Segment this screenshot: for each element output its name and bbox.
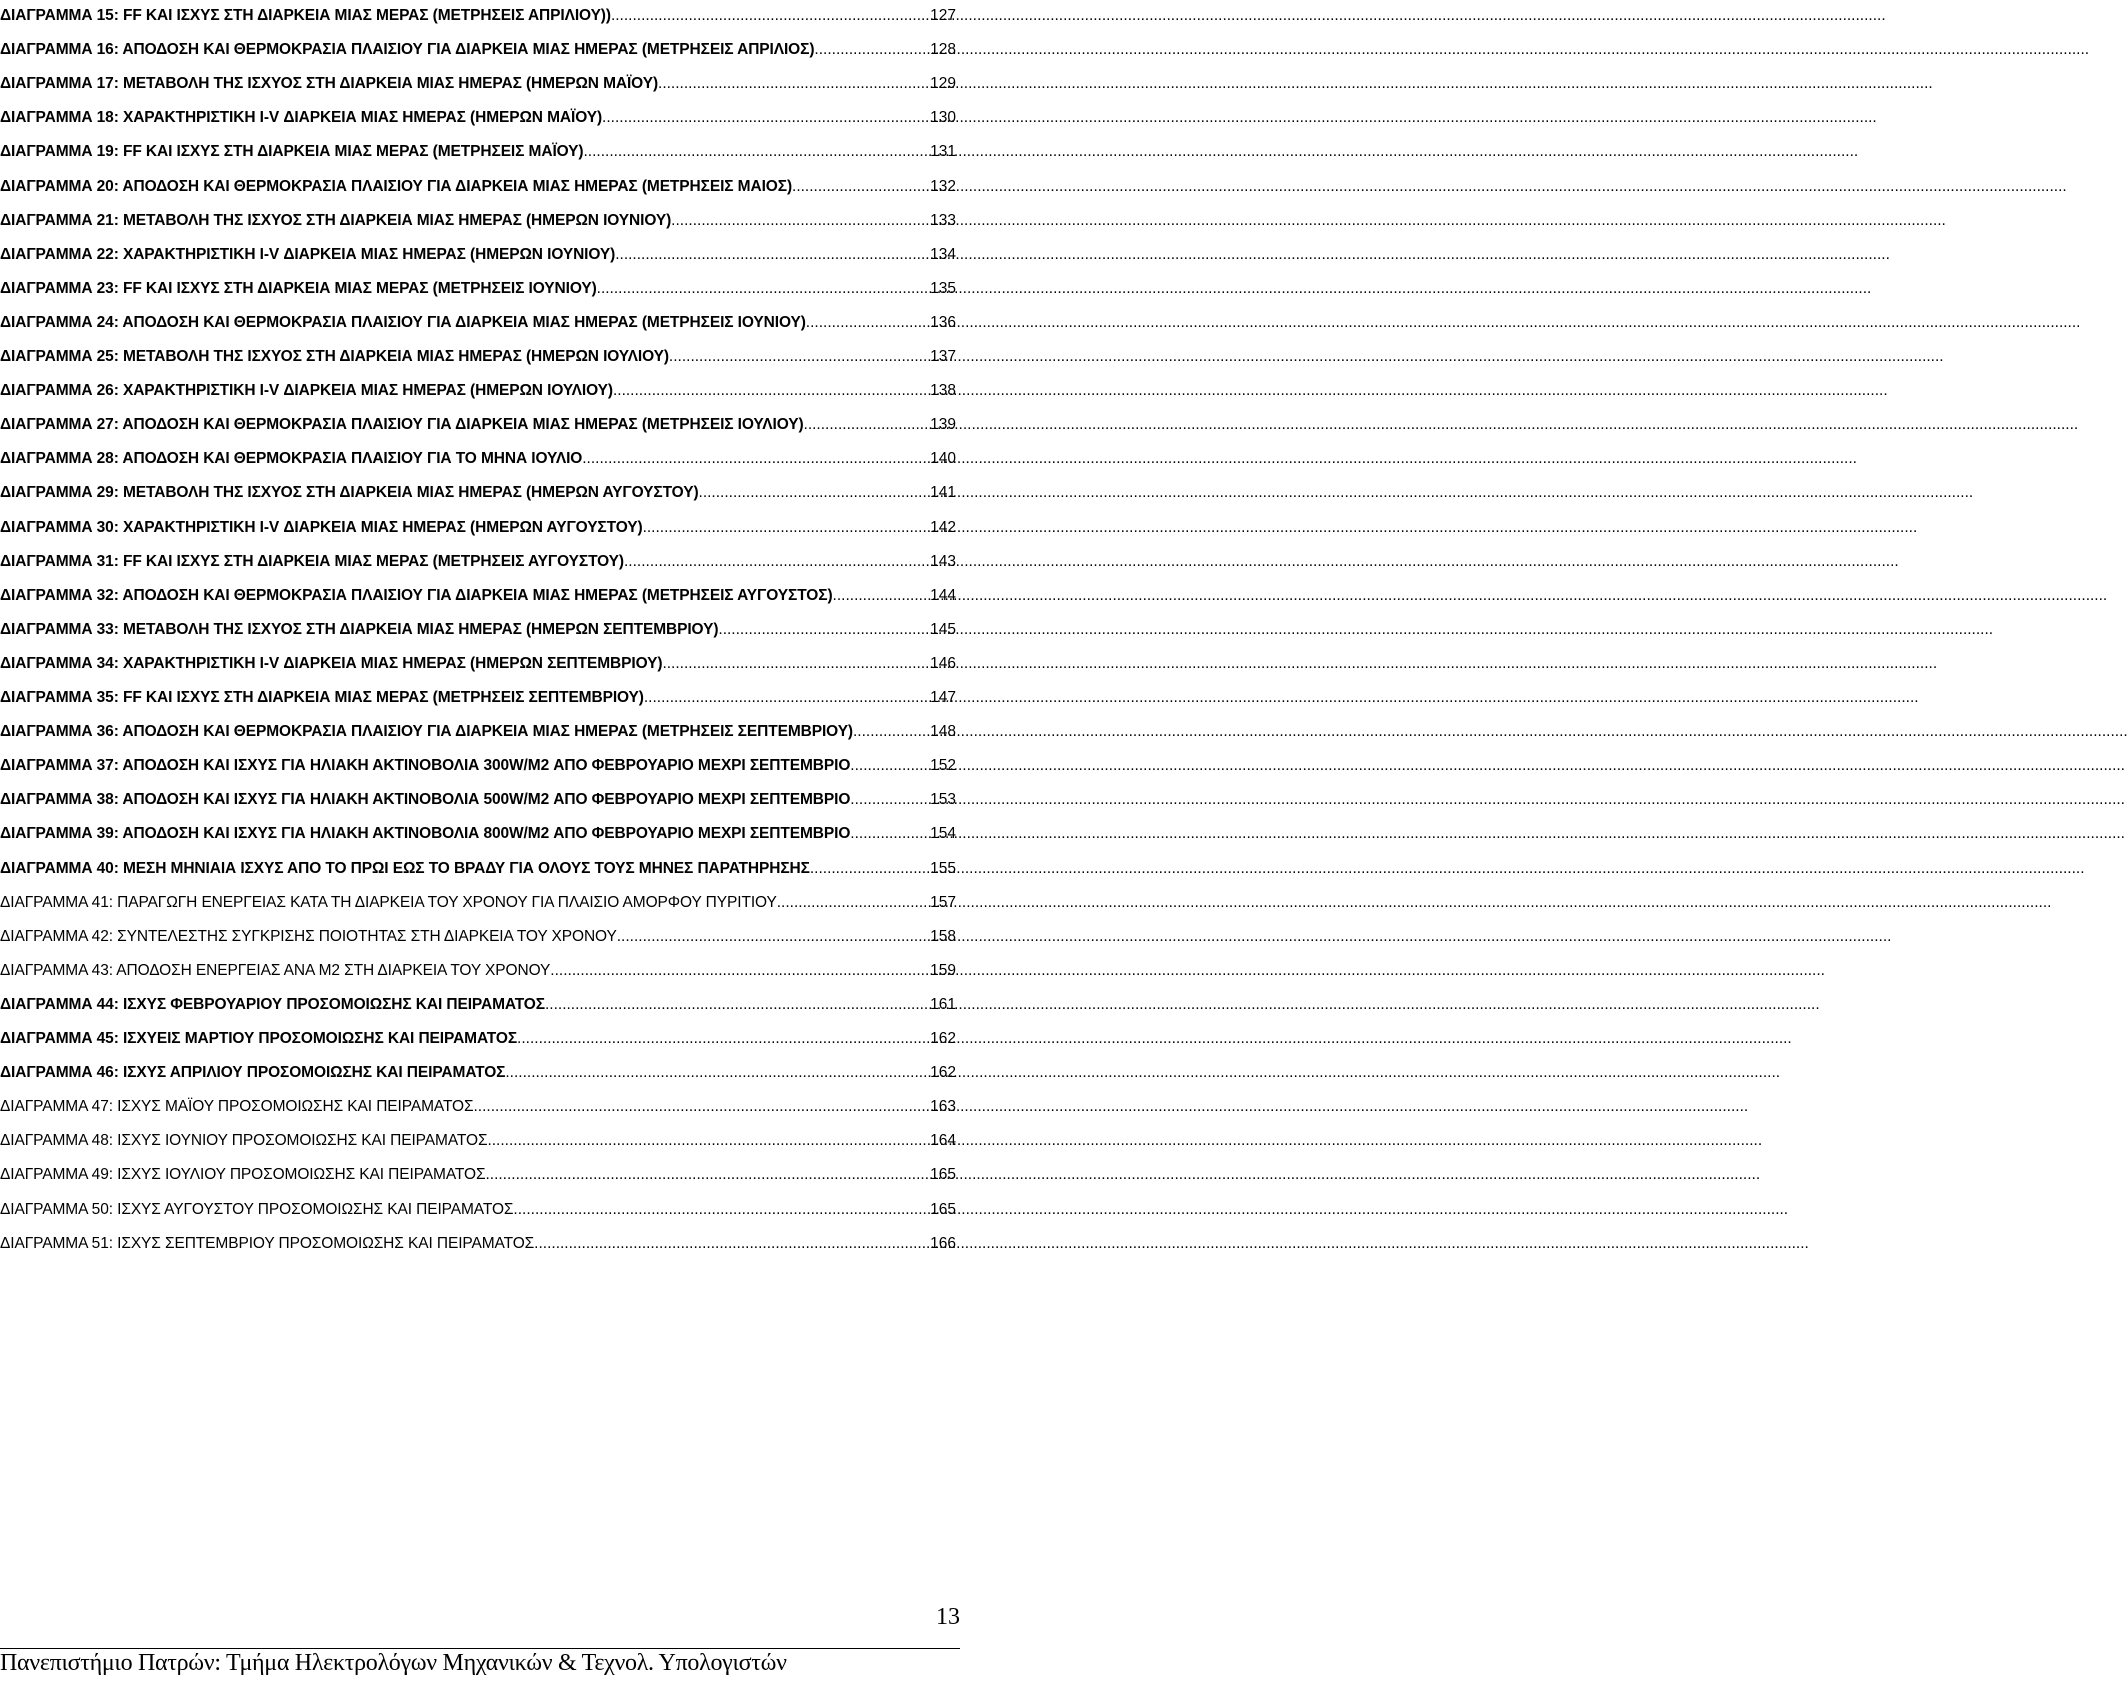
toc-entry[interactable] xyxy=(0,614,956,640)
toc-entry-page: 164 xyxy=(930,1132,956,1150)
toc-dot-leader xyxy=(643,518,930,538)
toc-entry[interactable] xyxy=(0,205,956,231)
toc-entry[interactable] xyxy=(0,887,956,913)
toc-dot-leader xyxy=(644,688,929,708)
toc-entry-label: ΔΙΑΓΡΑΜΜΑ 46: ΙΣΧΥΣ ΑΠΡΙΛΙΟΥ ΠΡΟΣΟΜΟΙΩΣΗΣ ΚΑΙ ΠΕΙΡΑΜΑΤΟΣ xyxy=(0,1064,506,1082)
toc-entry[interactable] xyxy=(0,171,956,197)
toc-entry-page: 157 xyxy=(930,893,956,911)
toc-entry-page: 165 xyxy=(930,1166,956,1184)
toc-entry[interactable] xyxy=(0,1228,956,1254)
toc-entry-label: ΔΙΑΓΡΑΜΜΑ 28: ΑΠΟΔΟΣΗ ΚΑΙ ΘΕΡΜΟΚΡΑΣΙΑ ΠΛΑΙΣΙΟΥ ΓΙΑ ΤΟ ΜΗΝΑ ΙΟΥΛΙΟ xyxy=(0,450,583,468)
toc-entry-page: 134 xyxy=(930,245,956,263)
toc-entry-page: 158 xyxy=(930,927,956,945)
toc-entry[interactable] xyxy=(0,512,956,538)
toc-entry-label: ΔΙΑΓΡΑΜΜΑ 17: ΜΕΤΑΒΟΛΗ ΤΗΣ ΙΣΧΥΟΣ ΣΤΗ ΔΙΑΡΚΕΙΑ ΜΙΑΣ ΗΜΕΡΑΣ (ΗΜΕΡΩΝ ΜΑΪΟΥ) xyxy=(0,75,659,93)
footer-university-text: Πανεπιστήμιο Πατρών: Τμήμα Ηλεκτρολόγων Μηχανικών & Τεχνολ. Υπολογιστών xyxy=(0,1650,787,1676)
toc-entry-page: 128 xyxy=(930,41,956,59)
toc-entry[interactable] xyxy=(0,853,956,879)
toc-entry-label: ΔΙΑΓΡΑΜΜΑ 22: ΧΑΡΑΚΤΗΡΙΣΤΙΚΗ I-V ΔΙΑΡΚΕΙΑ ΜΙΑΣ ΗΜΕΡΑΣ (ΗΜΕΡΩΝ ΙΟΥΝΙΟΥ) xyxy=(0,245,616,263)
toc-entry-label: ΔΙΑΓΡΑΜΜΑ 49: ΙΣΧΥΣ ΙΟΥΛΙΟΥ ΠΡΟΣΟΜΟΙΩΣΗΣ ΚΑΙ ΠΕΙΡΑΜΑΤΟΣ xyxy=(0,1166,486,1184)
toc-dot-leader xyxy=(545,995,929,1015)
toc-entry-label: ΔΙΑΓΡΑΜΜΑ 29: ΜΕΤΑΒΟΛΗ ΤΗΣ ΙΣΧΥΟΣ ΣΤΗ ΔΙΑΡΚΕΙΑ ΜΙΑΣ ΗΜΕΡΑΣ (ΗΜΕΡΩΝ ΑΥΓΟΥΣΤΟΥ) xyxy=(0,484,699,502)
toc-entry[interactable] xyxy=(0,136,956,162)
toc-dot-leader xyxy=(850,824,929,844)
toc-entry[interactable] xyxy=(0,716,956,742)
toc-entry[interactable] xyxy=(0,1057,956,1083)
toc-entry-page: 133 xyxy=(930,211,956,229)
toc-entry-page: 130 xyxy=(930,109,956,127)
toc-entry-page: 155 xyxy=(930,859,956,877)
toc-entry-page: 162 xyxy=(930,1064,956,1082)
toc-entry-page: 147 xyxy=(930,689,956,706)
toc-dot-leader xyxy=(534,1234,929,1254)
toc-dot-leader xyxy=(487,1131,929,1151)
toc-entry[interactable] xyxy=(0,341,956,367)
toc-entry-label: ΔΙΑΓΡΑΜΜΑ 15: FF ΚΑΙ ΙΣΧΥΣ ΣΤΗ ΔΙΑΡΚΕΙΑ ΜΙΑΣ ΜΕΡΑΣ (ΜΕΤΡΗΣΕΙΣ ΑΠΡΙΛΙΟΥ)) xyxy=(0,7,611,24)
toc-entry[interactable] xyxy=(0,102,956,128)
toc-entry-label: ΔΙΑΓΡΑΜΜΑ 36: ΑΠΟΔΟΣΗ ΚΑΙ ΘΕΡΜΟΚΡΑΣΙΑ ΠΛΑΙΣΙΟΥ ΓΙΑ ΔΙΑΡΚΕΙΑ ΜΙΑΣ ΗΜΕΡΑΣ (ΜΕΤΡΗΣΕΙΣ ΣΕΠΤΕΜΒΡΙΟΥ) xyxy=(0,723,853,741)
toc-entry-page: 148 xyxy=(930,723,956,741)
toc-dot-leader xyxy=(583,142,929,162)
toc-entry-page: 138 xyxy=(930,382,956,400)
toc-entry-label: ΔΙΑΓΡΑΜΜΑ 47: ΙΣΧΥΣ ΜΑΪΟΥ ΠΡΟΣΟΜΟΙΩΣΗΣ ΚΑΙ ΠΕΙΡΑΜΑΤΟΣ xyxy=(0,1098,474,1116)
toc-dot-leader xyxy=(505,1063,929,1083)
toc-dot-leader xyxy=(806,313,929,333)
toc-entry-label: ΔΙΑΓΡΑΜΜΑ 26: ΧΑΡΑΚΤΗΡΙΣΤΙΚΗ I-V ΔΙΑΡΚΕΙΑ ΜΙΑΣ ΗΜΕΡΑΣ (ΗΜΕΡΩΝ ΙΟΥΛΙΟΥ) xyxy=(0,382,613,400)
toc-entry[interactable] xyxy=(0,682,956,708)
toc-entry-label: ΔΙΑΓΡΑΜΜΑ 35: FF ΚΑΙ ΙΣΧΥΣ ΣΤΗ ΔΙΑΡΚΕΙΑ ΜΙΑΣ ΜΕΡΑΣ (ΜΕΤΡΗΣΕΙΣ ΣΕΠΤΕΜΒΡΙΟΥ) xyxy=(0,689,644,706)
toc-dot-leader xyxy=(624,552,929,572)
toc-entry[interactable] xyxy=(0,375,956,401)
toc-entry-page: 131 xyxy=(930,143,956,161)
toc-dot-leader xyxy=(671,211,929,231)
toc-entry-page: 141 xyxy=(930,484,956,502)
toc-entry[interactable] xyxy=(0,273,956,299)
toc-entry-label: ΔΙΑΓΡΑΜΜΑ 41: ΠΑΡΑΓΩΓΗ ΕΝΕΡΓΕΙΑΣ ΚΑΤΑ ΤΗ ΔΙΑΡΚΕΙΑ ΤΟΥ ΧΡΟΝΟΥ ΓΙΑ ΠΛΑΙΣΙΟ ΑΜΟΡΦΟΥ ΠΥΡΙΤΙΟΥ xyxy=(0,893,777,911)
toc-entry-label: ΔΙΑΓΡΑΜΜΑ 24: ΑΠΟΔΟΣΗ ΚΑΙ ΘΕΡΜΟΚΡΑΣΙΑ ΠΛΑΙΣΙΟΥ ΓΙΑ ΔΙΑΡΚΕΙΑ ΜΙΑΣ ΗΜΕΡΑΣ (ΜΕΤΡΗΣΕΙΣ ΙΟΥΝΙΟΥ) xyxy=(0,313,806,331)
toc-entry-label: ΔΙΑΓΡΑΜΜΑ 20: ΑΠΟΔΟΣΗ ΚΑΙ ΘΕΡΜΟΚΡΑΣΙΑ ΠΛΑΙΣΙΟΥ ΓΙΑ ΔΙΑΡΚΕΙΑ ΜΙΑΣ ΗΜΕΡΑΣ (ΜΕΤΡΗΣΕΙΣ ΜΑΙΟΣ) xyxy=(0,177,793,195)
toc-entry[interactable] xyxy=(0,546,956,572)
toc-entry-page: 137 xyxy=(930,348,956,365)
toc-entry[interactable] xyxy=(0,239,956,265)
toc-entry-page: 139 xyxy=(930,416,956,434)
toc-entry-label: ΔΙΑΓΡΑΜΜΑ 50: ΙΣΧΥΣ ΑΥΓΟΥΣΤΟΥ ΠΡΟΣΟΜΟΙΩΣΗΣ ΚΑΙ ΠΕΙΡΑΜΑΤΟΣ xyxy=(0,1200,514,1218)
toc-entry[interactable] xyxy=(0,648,956,674)
toc-entry[interactable] xyxy=(0,989,956,1015)
toc-entry-page: 161 xyxy=(930,995,956,1013)
toc-dot-leader xyxy=(662,654,929,674)
toc-dot-leader xyxy=(777,893,929,913)
toc-dot-leader xyxy=(718,620,929,640)
toc-entry-label: ΔΙΑΓΡΑΜΜΑ 48: ΙΣΧΥΣ ΙΟΥΝΙΟΥ ΠΡΟΣΟΜΟΙΩΣΗΣ ΚΑΙ ΠΕΙΡΑΜΑΤΟΣ xyxy=(0,1132,488,1150)
toc-dot-leader xyxy=(658,74,929,94)
toc-entry-label: ΔΙΑΓΡΑΜΜΑ 44: ΙΣΧΥΣ ΦΕΒΡΟΥΑΡΙΟΥ ΠΡΟΣΟΜΟΙΩΣΗΣ ΚΑΙ ΠΕΙΡΑΜΑΤΟΣ xyxy=(0,995,545,1013)
toc-entry-page: 146 xyxy=(930,654,956,672)
toc-dot-leader xyxy=(850,756,929,776)
toc-entry[interactable] xyxy=(0,750,956,776)
toc-entry-label: ΔΙΑΓΡΑΜΜΑ 38: ΑΠΟΔΟΣΗ ΚΑΙ ΙΣΧΥΣ ΓΙΑ ΗΛΙΑΚΗ ΑΚΤΙΝΟΒΟΛΙΑ 500W/M2 ΑΠΟ ΦΕΒΡΟΥΑΡΙΟ ΜΕΧΡΙ ΣΕΠΤΕΜΒΡΙΟ xyxy=(0,791,851,809)
toc-entry[interactable] xyxy=(0,443,956,469)
toc-entry-page: 166 xyxy=(930,1234,956,1252)
toc-entry-page: 143 xyxy=(930,552,956,570)
toc-dot-leader xyxy=(474,1097,930,1117)
toc-entry[interactable] xyxy=(0,68,956,94)
toc-entry-page: 165 xyxy=(930,1200,956,1218)
toc-entry-page: 154 xyxy=(930,825,956,843)
toc-dot-leader xyxy=(517,1029,929,1049)
toc-entry-label: ΔΙΑΓΡΑΜΜΑ 43: ΑΠΟΔΟΣΗ ΕΝΕΡΓΕΙΑΣ ΑΝΑ Μ2 ΣΤΗ ΔΙΑΡΚΕΙΑ ΤΟΥ ΧΡΟΝΟΥ xyxy=(0,961,551,979)
toc-entry-label: ΔΙΑΓΡΑΜΜΑ 27: ΑΠΟΔΟΣΗ ΚΑΙ ΘΕΡΜΟΚΡΑΣΙΑ ΠΛΑΙΣΙΟΥ ΓΙΑ ΔΙΑΡΚΕΙΑ ΜΙΑΣ ΗΜΕΡΑΣ (ΜΕΤΡΗΣΕΙΣ ΙΟΥΛΙΟΥ) xyxy=(0,416,804,434)
toc-entry[interactable] xyxy=(0,409,956,435)
toc-entry-label: ΔΙΑΓΡΑΜΜΑ 42: ΣΥΝΤΕΛΕΣΤΗΣ ΣΥΓΚΡΙΣΗΣ ΠΟΙΟΤΗΤΑΣ ΣΤΗ ΔΙΑΡΚΕΙΑ ΤΟΥ ΧΡΟΝΟΥ xyxy=(0,927,617,945)
toc-entry[interactable] xyxy=(0,818,956,844)
toc-dot-leader xyxy=(853,722,929,742)
toc-dot-leader xyxy=(597,279,929,299)
toc-entry-label: ΔΙΑΓΡΑΜΜΑ 51: ΙΣΧΥΣ ΣΕΠΤΕΜΒΡΙΟΥ ΠΡΟΣΟΜΟΙΩΣΗΣ ΚΑΙ ΠΕΙΡΑΜΑΤΟΣ xyxy=(0,1234,535,1252)
toc-entry-page: 127 xyxy=(930,7,956,24)
toc-entry-page: 159 xyxy=(930,961,956,979)
toc-dot-leader xyxy=(792,177,929,197)
toc-dot-leader xyxy=(833,586,930,606)
toc-dot-leader xyxy=(611,6,929,26)
toc-entry-label: ΔΙΑΓΡΑΜΜΑ 33: ΜΕΤΑΒΟΛΗ ΤΗΣ ΙΣΧΥΟΣ ΣΤΗ ΔΙΑΡΚΕΙΑ ΜΙΑΣ ΗΜΕΡΑΣ (ΗΜΕΡΩΝ ΣΕΠΤΕΜΒΡΙΟΥ) xyxy=(0,620,719,638)
toc-entry[interactable] xyxy=(0,307,956,333)
toc-entry-page: 135 xyxy=(930,279,956,297)
toc-entry-page: 152 xyxy=(930,757,956,775)
toc-entry[interactable] xyxy=(0,1023,956,1049)
toc-entry[interactable] xyxy=(0,34,956,60)
toc-entry-label: ΔΙΑΓΡΑΜΜΑ 31: FF ΚΑΙ ΙΣΧΥΣ ΣΤΗ ΔΙΑΡΚΕΙΑ ΜΙΑΣ ΜΕΡΑΣ (ΜΕΤΡΗΣΕΙΣ ΑΥΓΟΥΣΤΟΥ) xyxy=(0,552,624,570)
toc-entry-page: 136 xyxy=(930,313,956,331)
toc-entry-label: ΔΙΑΓΡΑΜΜΑ 40: ΜΕΣΗ ΜΗΝΙΑΙΑ ΙΣΧΥΣ ΑΠΟ ΤΟ ΠΡΩΙ ΕΩΣ ΤΟ ΒΡΑΔΥ ΓΙΑ ΟΛΟΥΣ ΤΟΥΣ ΜΗΝΕΣ ΠΑΡΑΤΗΡΗΣΗΣ xyxy=(0,859,810,877)
toc-dot-leader xyxy=(804,415,930,435)
toc-entry[interactable] xyxy=(0,1091,956,1117)
toc-dot-leader xyxy=(810,859,929,879)
toc-dot-leader xyxy=(582,449,929,469)
toc-entry-label: ΔΙΑΓΡΑΜΜΑ 30: ΧΑΡΑΚΤΗΡΙΣΤΙΚΗ I-V ΔΙΑΡΚΕΙΑ ΜΙΑΣ ΗΜΕΡΑΣ (ΗΜΕΡΩΝ ΑΥΓΟΥΣΤΟΥ) xyxy=(0,518,643,536)
footer-divider xyxy=(0,1648,960,1649)
toc-entry-label: ΔΙΑΓΡΑΜΜΑ 45: ΙΣΧΥΕΙΣ ΜΑΡΤΙΟΥ ΠΡΟΣΟΜΟΙΩΣΗΣ ΚΑΙ ΠΕΙΡΑΜΑΤΟΣ xyxy=(0,1030,518,1047)
toc-entry[interactable] xyxy=(0,784,956,810)
toc-entry-label: ΔΙΑΓΡΑΜΜΑ 25: ΜΕΤΑΒΟΛΗ ΤΗΣ ΙΣΧΥΟΣ ΣΤΗ ΔΙΑΡΚΕΙΑ ΜΙΑΣ ΗΜΕΡΑΣ (ΗΜΕΡΩΝ ΙΟΥΛΙΟΥ) xyxy=(0,348,669,365)
toc-entry-label: ΔΙΑΓΡΑΜΜΑ 34: ΧΑΡΑΚΤΗΡΙΣΤΙΚΗ I-V ΔΙΑΡΚΕΙΑ ΜΙΑΣ ΗΜΕΡΑΣ (ΗΜΕΡΩΝ ΣΕΠΤΕΜΒΡΙΟΥ) xyxy=(0,654,663,672)
toc-dot-leader xyxy=(485,1165,929,1185)
toc-dot-leader xyxy=(850,790,929,810)
toc-entry[interactable] xyxy=(0,1159,956,1185)
toc-entry-label: ΔΙΑΓΡΑΜΜΑ 39: ΑΠΟΔΟΣΗ ΚΑΙ ΙΣΧΥΣ ΓΙΑ ΗΛΙΑΚΗ ΑΚΤΙΝΟΒΟΛΙΑ 800W/M2 ΑΠΟ ΦΕΒΡΟΥΑΡΙΟ ΜΕΧΡΙ ΣΕΠΤΕΜΒΡΙΟ xyxy=(0,825,851,843)
page-number: 13 xyxy=(936,1604,960,1630)
toc-dot-leader xyxy=(617,927,929,947)
toc-dot-leader xyxy=(669,347,929,367)
toc-entry[interactable] xyxy=(0,1125,956,1151)
toc-entry-label: ΔΙΑΓΡΑΜΜΑ 23: FF ΚΑΙ ΙΣΧΥΣ ΣΤΗ ΔΙΑΡΚΕΙΑ ΜΙΑΣ ΜΕΡΑΣ (ΜΕΤΡΗΣΕΙΣ ΙΟΥΝΙΟΥ) xyxy=(0,279,597,297)
toc-entry-label: ΔΙΑΓΡΑΜΜΑ 21: ΜΕΤΑΒΟΛΗ ΤΗΣ ΙΣΧΥΟΣ ΣΤΗ ΔΙΑΡΚΕΙΑ ΜΙΑΣ ΗΜΕΡΑΣ (ΗΜΕΡΩΝ ΙΟΥΝΙΟΥ) xyxy=(0,211,672,229)
toc-entry[interactable] xyxy=(0,580,956,606)
toc-dot-leader xyxy=(699,483,930,503)
toc-dot-leader xyxy=(513,1200,929,1220)
toc-entry-label: ΔΙΑΓΡΑΜΜΑ 19: FF ΚΑΙ ΙΣΧΥΣ ΣΤΗ ΔΙΑΡΚΕΙΑ ΜΙΑΣ ΜΕΡΑΣ (ΜΕΤΡΗΣΕΙΣ ΜΑΪΟΥ) xyxy=(0,143,584,161)
toc-entry[interactable] xyxy=(0,477,956,503)
toc-dot-leader xyxy=(602,108,929,128)
toc-entry-label: ΔΙΑΓΡΑΜΜΑ 32: ΑΠΟΔΟΣΗ ΚΑΙ ΘΕΡΜΟΚΡΑΣΙΑ ΠΛΑΙΣΙΟΥ ΓΙΑ ΔΙΑΡΚΕΙΑ ΜΙΑΣ ΗΜΕΡΑΣ (ΜΕΤΡΗΣΕΙΣ ΑΥΓΟΥΣΤΟΣ) xyxy=(0,586,833,604)
toc-entry-page: 129 xyxy=(930,75,956,93)
toc-entry-label: ΔΙΑΓΡΑΜΜΑ 18: ΧΑΡΑΚΤΗΡΙΣΤΙΚΗ I-V ΔΙΑΡΚΕΙΑ ΜΙΑΣ ΗΜΕΡΑΣ (ΗΜΕΡΩΝ ΜΑΪΟΥ) xyxy=(0,109,603,127)
toc-dot-leader xyxy=(613,381,929,401)
toc-entry-page: 142 xyxy=(930,518,956,536)
toc-entry-label: ΔΙΑΓΡΑΜΜΑ 37: ΑΠΟΔΟΣΗ ΚΑΙ ΙΣΧΥΣ ΓΙΑ ΗΛΙΑΚΗ ΑΚΤΙΝΟΒΟΛΙΑ 300W/M2 ΑΠΟ ΦΕΒΡΟΥΑΡΙΟ ΜΕΧΡΙ ΣΕΠΤΕΜΒΡΙΟ xyxy=(0,757,851,775)
toc-dot-leader xyxy=(814,40,929,60)
toc-entry[interactable] xyxy=(0,921,956,947)
toc-entry[interactable] xyxy=(0,0,956,26)
toc-entry-page: 140 xyxy=(930,450,956,468)
toc-entry[interactable] xyxy=(0,1194,956,1220)
toc-entry-page: 153 xyxy=(930,791,956,809)
toc-entry-page: 163 xyxy=(930,1098,956,1116)
toc-entry-page: 162 xyxy=(930,1030,956,1047)
toc-entry-label: ΔΙΑΓΡΑΜΜΑ 16: ΑΠΟΔΟΣΗ ΚΑΙ ΘΕΡΜΟΚΡΑΣΙΑ ΠΛΑΙΣΙΟΥ ΓΙΑ ΔΙΑΡΚΕΙΑ ΜΙΑΣ ΗΜΕΡΑΣ (ΜΕΤΡΗΣΕΙΣ ΑΠΡΙΛΙΟΣ) xyxy=(0,41,815,59)
toc-dot-leader xyxy=(550,961,929,981)
toc-entry-page: 132 xyxy=(930,177,956,195)
toc-dot-leader xyxy=(615,245,929,265)
toc-entry-page: 145 xyxy=(930,620,956,638)
toc-entry[interactable] xyxy=(0,955,956,981)
toc-entry-page: 144 xyxy=(930,586,956,604)
